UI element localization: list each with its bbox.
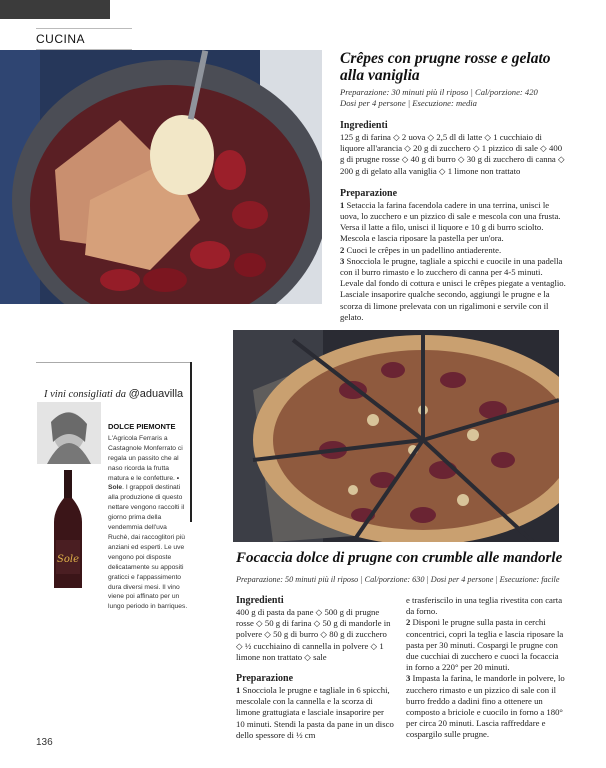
section-label: CUCINA — [36, 28, 132, 50]
focaccia-photo — [233, 330, 559, 542]
meta-line: Preparazione: 30 minuti più il riposo | Cal/porzione: 420 — [340, 87, 538, 97]
ingredients-text: 125 g di farina ◇ 2 uova ◇ 2,5 dl di latte ◇ 1 cucchiaio di liquore all'arancia ◇ 20 g di zucchero ◇ 1 pizzico di sale ◇ 400 g di prugne rosse ◇ 40 g di burro ◇ 30 g di zucchero di canna ◇ 200 g di gelato alla vaniglia ◇ 1 limone non trattato — [340, 132, 565, 176]
wine-box-divider — [190, 362, 192, 522]
wine-text-part: L'Agricola Ferraris a Castagnole Monferrato ci regala un passito che al naso ricorda la frutta matura e le confetture. — [108, 434, 183, 482]
preparation-heading: Preparazione — [340, 187, 398, 199]
ingredients-heading: Ingredienti — [236, 595, 284, 606]
crepes-photo — [0, 50, 322, 304]
recipe-crepes — [340, 50, 566, 323]
wine-text-part: . I grappoli destinati alla produzione di questo nettare vengono raccolti il giorno prima della vendemmia dell'uva Ruchè, dai raccoglitori più anziani ed esperti. Le uve vengono poi disposte delicatamente su appositi graticci e l'appassimento dura diversi mesi. Il vino viene poi affinato per un lungo periodo in barriques. — [108, 484, 188, 611]
step-number: 1 — [340, 199, 345, 210]
step-text: e trasferiscilo in una teglia rivestita con carta da forno. — [406, 595, 563, 617]
meta-line: Dosi per 4 persone | Esecuzione: media — [340, 98, 477, 108]
step-text: Setaccia la farina facendola cadere in una terrina, unisci le uova, lo zucchero e un pizzico di sale e mescola con una frusta. Versa il latte a filo, unisci il liquore e 10 g di burro sciolto. Mescola e lascia riposare la pastella per un'ora. — [340, 199, 561, 244]
step-text: Disponi le prugne sulla pasta in cerchi concentrici, copri la teglia e lascia riposare la pasta per 30 minuti. Cospargi le prugne con due cucchiai di zucchero e cuoci la focaccia in forno a 220° per 20 minuti. — [406, 617, 564, 673]
step-number: 2 — [340, 244, 345, 255]
wine-bullet: • Sole — [108, 474, 180, 492]
step-number: 2 — [406, 617, 411, 628]
step-number: 1 — [236, 685, 241, 696]
step-number: 3 — [340, 255, 345, 266]
author-photo — [37, 402, 101, 464]
recipe-column-left — [236, 595, 394, 741]
recipe-meta — [340, 87, 566, 109]
wine-description — [108, 422, 188, 612]
wine-name: DOLCE PIEMONTE — [108, 422, 176, 431]
recipe-title: Crêpes con prugne rosse e gelato alla vaniglia — [340, 50, 551, 84]
wine-intro: I vini consigliati da — [44, 389, 126, 400]
step-number: 3 — [406, 673, 411, 684]
preparation-text — [340, 200, 566, 323]
preparation-heading: Preparazione — [236, 673, 294, 685]
preparation-text — [236, 685, 394, 741]
wine-heading — [44, 388, 183, 400]
recipe-column-right — [406, 595, 566, 741]
preparation-text — [406, 595, 566, 741]
wine-bottle-image — [50, 470, 86, 590]
step-text: Cuoci le crêpes in un padellino antiaderente. — [344, 244, 502, 255]
page-number: 136 — [36, 737, 53, 748]
step-text: Impasta la farina, le mandorle in polvere, lo zucchero rimasto e un pizzico di sale con il burro freddo a dadini fino a ottenere un composto a briciole e cuocilo in forno a 180° per circa 20 minuti. Lascia raffreddare e cospargilo sulle prugne. — [406, 673, 565, 740]
ingredients-text: 400 g di pasta da pane ◇ 500 g di prugne rosse ◇ 50 g di farina ◇ 50 g di mandorle in polvere ◇ 50 g di burro ◇ 80 g di zucchero ◇ ½ cucchiaino di cannella in polvere ◇ 1 limone non trattato ◇ sale — [236, 607, 391, 662]
wine-author-handle: @aduavilla — [128, 388, 184, 400]
step-text: Snocciola le prugne, tagliale a spicchi e cuocile in una padella con il burro rimasto e lo zucchero di canna per 4-5 minuti. Levale dal fondo di cottura e unisci le crêpes piegate a ventaglio. Lasciale insaporire qualche secondo, aggiungi le prugne e la scorza di limone prelevata con un rigalimoni e servile con il gelato. — [340, 255, 566, 322]
ingredients-heading: Ingredienti — [340, 120, 388, 131]
bottle-label: Sole — [57, 554, 79, 565]
top-accent-bar — [0, 0, 110, 19]
recipe-title: Focaccia dolce di prugne con crumble alle mandorle — [236, 550, 563, 566]
step-text: Snocciola le prugne e tagliale in 6 spicchi, mescolale con la cannella e la scorza di limone grattugiata e lasciale insaporire per 10 minuti. Stendi la pasta da pane in un disco dello spessore di ½ cm — [236, 685, 394, 740]
recipe-meta: Preparazione: 50 minuti più il riposo | Cal/porzione: 630 | Dosi per 4 persone | Esecuzione: facile — [236, 575, 560, 584]
